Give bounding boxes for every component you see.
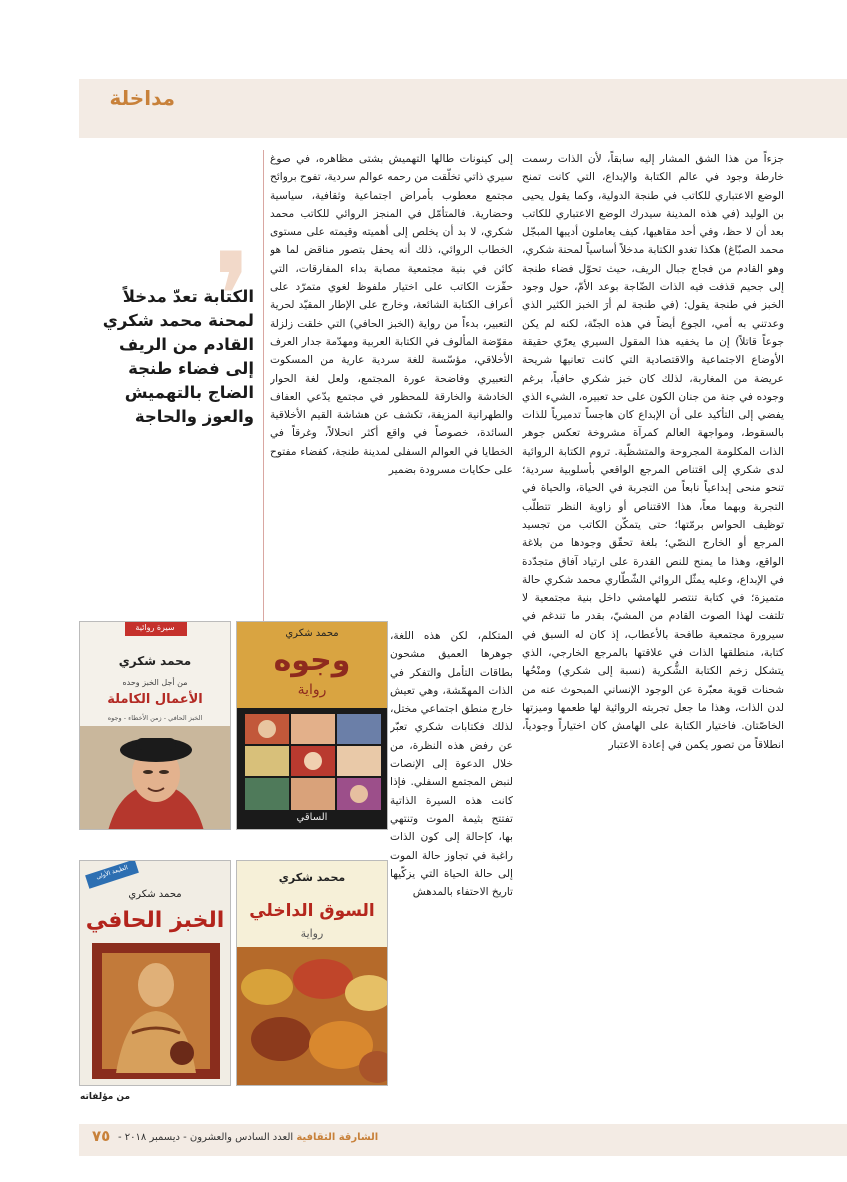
- cover-author: محمد شكري: [278, 871, 346, 884]
- images-caption: من مؤلفاته: [80, 1092, 131, 1102]
- spices-photo-icon: [237, 947, 388, 1086]
- cover-author: محمد شكري: [118, 654, 192, 668]
- article-column-middle-top: [270, 150, 513, 625]
- article-column-right: [522, 150, 784, 1055]
- author-portrait-icon: [80, 726, 231, 830]
- faces-collage-icon: [245, 714, 381, 810]
- cover-publisher: الساقي: [296, 812, 328, 823]
- column-middle-narrow-text: المتكلم، لكن هذه اللغة، جوهرها العميق مشحون بطاقات التأمل والتفكر في الذات المهمّشة، وهي تعيش خارج منطق اجتماعي مختل، لذلك فكتابات شكري تعبّر عن رفض هذه النظرة، من خلال الدعوة إلى الإنصات لنبض المجتمع السفلي. فإذا كانت هذه السيرة الذاتية تفتتح بثيمة الموت وتنتهي بها، كإحالة إلى كون الذات راغبة في تجاوز حالة الموت إلى حالة الحياة التي يزكّيها تاريخ الاحتفاء بالمدهش: [390, 630, 513, 899]
- column-middle-top-text: إلى كينونات طالها التهميش بشتى مظاهره، في صوغ سيري ذاتي تخلّقت من رحمه عوالم سردية، تفوح بروائح مجتمع معطوب بأمراض اجتماعية وثقافية، سياسية وحضارية. فالمتأمّل في المنجز الروائي للكاتب محمد شكري، لا بد أن يخلص إلى أهميته وقيمته على مستوى الخطاب الروائي، ذلك أنه يحفل بتصور مناقض لما هو كائن في بنية مجتمعية مصابة بداء المفارقات، التي حفّزت الكاتب على اختيار ملفوظ لغوي متمرّد على أعراف الكتابة الشائعة، وخارج على الإطار المقيّد لحرية التعبير، بدءاً من رواية (الخبز الحافي) التي خلقت زلزلة مقوّضة المألوف في الكتابة العربية ومهدّمة جدار العرف الأخلاقي، مؤسّسة للغة سردية عارية من المسكوت التعبيري وفاضحة عورة المجتمع، ولعل لغة الحوار الخادشة والخارقة للمحظور في مجتمع يدّعي العفاف والطهرانية المزيفة، تكشف عن هشاشة القيم الأخلاقية السائدة، خصوصاً في واقع أكثر انحلالاً، وغرقاً في الخطايا في العوالم السفلى لمدينة طنجة، كفضاء مفتوح على حكايات مسرودة بضمير: [270, 153, 513, 477]
- cover-title: السوق الداخلي: [249, 901, 375, 921]
- column-divider: [263, 150, 264, 630]
- header-band: [79, 79, 847, 138]
- cover-subtitle: من أجل الخبز وحده: [122, 678, 188, 687]
- article-column-middle-narrow: [390, 627, 513, 1055]
- pull-quote: الكتابة تعدّ مدخلاً لمحنة محمد شكري القادم من الريف إلى فضاء طنجة الضاج بالتهميش والعوز والحاجة: [102, 287, 254, 426]
- cover-author: محمد شكري: [128, 889, 182, 900]
- cover-title: الخبز الحافي: [85, 908, 225, 933]
- quote-mark-icon: ❜: [213, 228, 252, 367]
- figure-painting-icon: [92, 943, 220, 1079]
- cover-badge: سيرة روائية: [135, 623, 175, 632]
- book-cover-khubz-hafi: [79, 860, 231, 1086]
- cover-title: الأعمال الكاملة: [107, 692, 203, 707]
- page-number: ٧٥: [92, 1127, 111, 1145]
- column-right-text: جزءاً من هذا الشق المشار إليه سابقاً، لأن الذات رسمت خارطة وجود في عالم الكتابة والإبداع، التي كانت تمنح الوضع الاعتباري للكاتب في طنجة الدولية، وكما يقول يحيى بن الوليد (في هذه المدينة سيدرك الوضع الاعتباري للكاتب بعد أن لا حظ، وفي أحد مقاهيها، كيف يعاملون أديبها المبجّل محمد الصبّاغ) هكذا تغدو الكتابة مدخلاً أساسياً لمحنة شكري، وهو القادم من فجاج جبال الريف، حيث تحوّل فضاء طنجة إلى جحيم قذفت فيه الذات الضّاجة بوعد الأمّ، حول وجود الخبز في طنجة يقول: (في طنجة لم أرَ الخبز الكثير الذي وعدتني به أمي، الجوع أيضاً في هذه الجنّة، لكنه لم يكن جوعاً قاتلاً) إن ما يخفيه هذا المقول السيري يعرّي حقيقة الأوضاع الاجتماعية والاقتصادية التي كانت تعانيها شريحة عريضة من المغاربة، لذلك كان خبز شكري حافياً، برغم وجوده في جنة من جنان الكون على حد تعبيره، الشيء الذي يفضي إلى التأكيد على أن الإبداع كان هاجساً تدميرياً للذات بالسقوط، ومواجهة العالم كمرآة مشروخة تعكس جوهر الذات المكلومة المجروحة والمتشظّية. تروم الكتابة الروائية لدى شكري إلى اقتناص المرجع الواقعي بأسلوبية سردية؛ تنحو منحى إبداعياً نابعاً من التجربة في الحياة، والحياة في التجربة وبهما معاً، هذا الاقتناص أو زاوية النظر تتطلّب توظيف الحواس برمّتها؛ حتى يتمكّن الكاتب من تجسيد المرجع أو الخارج النصّي؛ بلغة تحقّق وجودها من بلاغة الواقع، وهذا ما يمنح للنص القدرة على ارتياد آفاق متجدّدة في الإبداع، وعليه يمثّل الروائي الشّطّاري محمد شكري حالة متميزة؛ في كتابة تنتصر للهامشي داخل بنية مجتمعية لا تلتفت لهذا الصوت القادم من المشيّ، بقدر ما تندغم في سيرورة مجتمعية طافحة بالأعطاب، إذ كان له السبق في كتابة، منطلقها الذات في علاقتها بالمرجع الخارجي، الذي يتشكل زخم الكتابة الشُّكرية (نسبة إلى شكري) ومنْحُها شحنات قوية معبّرة عن الوجود الإنساني المبحوث عنه من لدن الذات، وهذا ما جعل تجربته الروائية لها طعمها وميزتها الخاصّتان. فاختيار الكتابة على الهامش كان اختياراً وجودياً، انطلاقاً من تصور يكمن في إعادة الاعتبار: [522, 153, 784, 751]
- cover-title: وجوه: [273, 643, 351, 678]
- book-cover-wujooh: [236, 621, 388, 830]
- cover-series: الخبز الحافي - زمن الأخطاء - وجوه: [107, 714, 203, 722]
- cover-badge: الطبعة الأولى: [95, 864, 129, 881]
- book-cover-souk-dakhili: [236, 860, 388, 1086]
- book-cover-complete-works: [79, 621, 231, 830]
- cover-genre: رواية: [300, 927, 324, 940]
- issue-text: العدد السادس والعشرون - ديسمبر ٢٠١٨ -: [118, 1132, 294, 1143]
- cover-author: محمد شكري: [285, 628, 339, 639]
- footer-issue-line: [118, 1132, 378, 1143]
- cover-genre: رواية: [297, 682, 327, 698]
- section-label: مداخلة: [109, 86, 175, 110]
- magazine-name: الشارقة الثقافية: [296, 1132, 379, 1143]
